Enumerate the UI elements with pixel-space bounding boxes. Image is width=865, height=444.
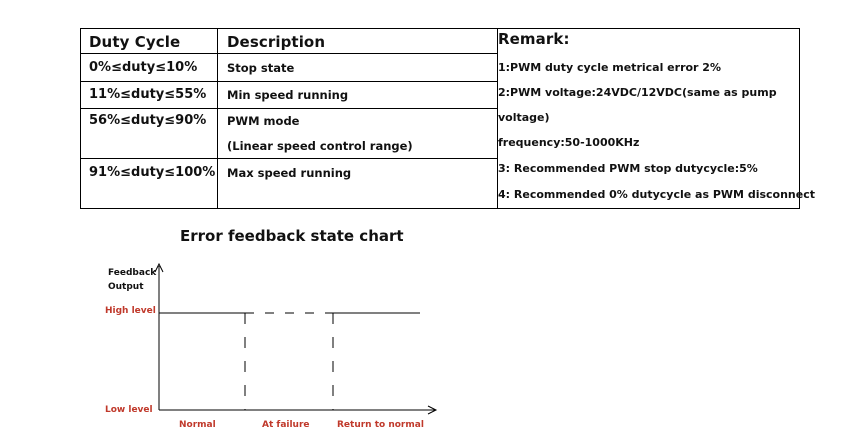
y-label-output: Output	[108, 282, 144, 292]
row-3-desc: PWM mode	[227, 114, 300, 128]
row-2-desc: Min speed running	[227, 88, 349, 102]
duty-cycle-table	[80, 28, 815, 209]
high-level-label: High level	[105, 306, 156, 316]
table-header-divider	[80, 53, 498, 54]
table-right-border	[799, 28, 800, 209]
row-1-desc: Stop state	[227, 61, 295, 75]
remark-1: 1:PWM duty cycle metrical error 2%	[498, 61, 721, 74]
remark-frequency: frequency:50-1000KHz	[498, 136, 640, 149]
row-4-desc: Max speed running	[227, 166, 352, 180]
table-row-divider-1	[80, 81, 498, 82]
remark-3: 3: Recommended PWM stop dutycycle:5%	[498, 162, 758, 175]
remark-2-cont: voltage)	[498, 111, 550, 124]
row-2-duty: 11%≤duty≤55%	[89, 87, 207, 102]
y-label-feedback: Feedback	[108, 268, 157, 278]
table-top-border	[80, 28, 800, 29]
row-1-duty: 0%≤duty≤10%	[89, 60, 198, 75]
table-row-divider-3	[80, 158, 498, 159]
header-duty-cycle: Duty Cycle	[89, 33, 181, 51]
table-row-divider-2	[80, 108, 498, 109]
row-3-desc-detail: (Linear speed control range)	[227, 139, 413, 153]
chart-title: Error feedback state chart	[180, 227, 404, 245]
x-label-return-to-normal: Return to normal	[337, 420, 424, 430]
x-label-at-failure: At failure	[262, 420, 310, 430]
table-bottom-border	[80, 208, 800, 209]
row-4-duty: 91%≤duty≤100%	[89, 165, 216, 180]
low-level-label: Low level	[105, 405, 153, 415]
table-col-divider-1	[217, 28, 218, 209]
header-description: Description	[227, 33, 326, 51]
row-3-duty: 56%≤duty≤90%	[89, 113, 207, 128]
error-feedback-chart	[95, 258, 440, 440]
remark-4: 4: Recommended 0% dutycycle as PWM disconnect	[498, 188, 815, 201]
header-remark: Remark:	[498, 30, 570, 48]
remark-2: 2:PWM voltage:24VDC/12VDC(same as pump	[498, 86, 777, 99]
x-label-normal: Normal	[179, 420, 216, 430]
table-left-border	[80, 28, 81, 209]
